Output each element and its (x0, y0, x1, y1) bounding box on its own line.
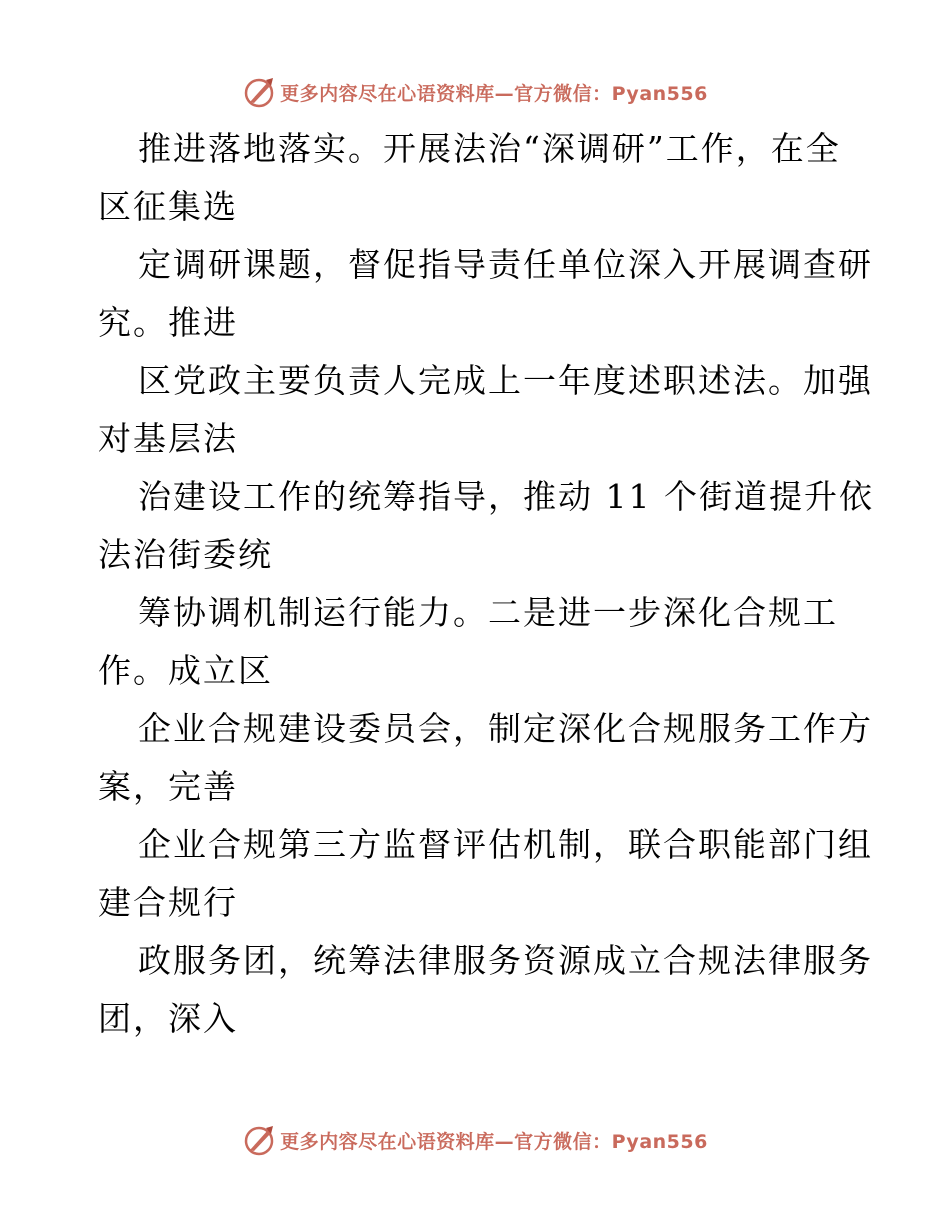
paragraph-line: 团，深入 (98, 999, 238, 1038)
quill-logo-icon (242, 1122, 278, 1158)
paragraph-line: 作。成立区 (98, 651, 273, 690)
paragraph-line: 企业合规第三方监督评估机制，联合职能部门组 (138, 825, 873, 864)
document-body (98, 120, 874, 1048)
footer-watermark (0, 1120, 950, 1160)
paragraph-line: 法治街委统 (98, 535, 273, 574)
paragraph (98, 236, 873, 352)
paragraph-line: 区党政主要负责人完成上一年度述职述法。加强 (138, 361, 873, 400)
paragraph-line: 建合规行 (98, 883, 238, 922)
paragraph-line: 筹协调机制运行能力。二是进一步深化合规工 (138, 593, 838, 632)
paragraph-line: 对基层法 (98, 419, 238, 458)
paragraph (98, 816, 873, 932)
paragraph (98, 468, 874, 584)
watermark-text: 更多内容尽在心语资料库—官方微信：Pyan556 (280, 1130, 708, 1153)
paragraph (98, 352, 873, 468)
paragraph-line: 定调研课题，督促指导责任单位深入开展调查研 (138, 245, 873, 284)
paragraph (98, 584, 854, 700)
paragraph-line: 案，完善 (98, 767, 238, 806)
paragraph (98, 120, 854, 236)
paragraph (98, 700, 873, 816)
header-watermark (0, 72, 950, 112)
watermark-text: 更多内容尽在心语资料库—官方微信：Pyan556 (280, 82, 708, 105)
quill-logo-icon (242, 74, 278, 110)
paragraph-line: 推进落地落实。开展法治“深调研”工作，在全 (138, 129, 841, 168)
paragraph-line: 区征集选 (98, 187, 238, 226)
paragraph-line: 治建设工作的统筹指导，推动 11 个街道提升依 (138, 477, 874, 516)
paragraph-line: 究。推进 (98, 303, 238, 342)
paragraph-line: 政服务团，统筹法律服务资源成立合规法律服务 (138, 941, 873, 980)
paragraph (98, 932, 873, 1048)
paragraph-line: 企业合规建设委员会，制定深化合规服务工作方 (138, 709, 873, 748)
